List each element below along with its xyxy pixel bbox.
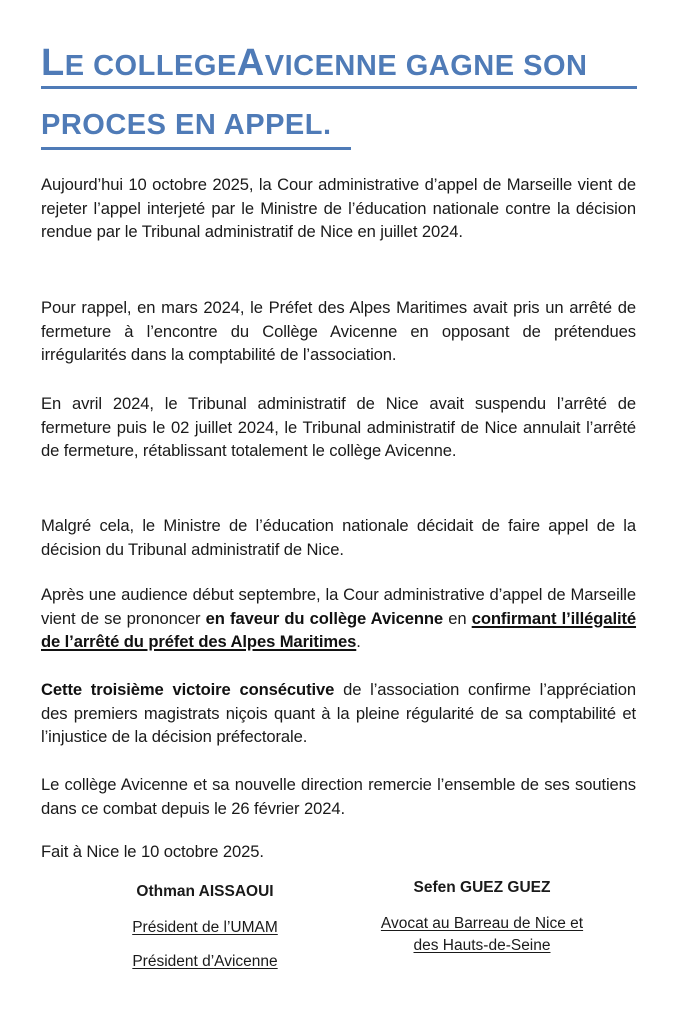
- paragraph-6: [41, 678, 636, 749]
- signatory-role: Avocat au Barreau de Nice et: [380, 915, 584, 932]
- paragraph-3: En avril 2024, le Tribunal administratif de Nice avait suspendu l’arrêté de fermeture puis le 02 juillet 2024, le Tribunal administratif de Nice annulait l’arrêté de fermeture, rétablissant totalement le collège Avicenne.: [41, 394, 636, 461]
- paragraph-5-text-a: Après une audience début septembre, la Cour administrative d’appel de Marseille vient de se prononcer: [41, 585, 636, 628]
- title-underline-2: [41, 147, 351, 150]
- paragraph-1: Aujourd’hui 10 octobre 2025, la Cour administrative d’appel de Marseille vient de rejeter l’appel interjeté par le Ministre de l’éducation nationale contre la décision rendue par le Tribunal administratif de Nice en juillet 2024.: [41, 175, 636, 242]
- paragraph-5-text-c: .: [356, 632, 361, 652]
- signature-left: [100, 881, 310, 973]
- paragraph-5: [41, 583, 636, 654]
- title-underline-1: [41, 86, 637, 89]
- signature-right: [352, 877, 612, 957]
- paragraph-6-bold: Cette troisième victoire consécutive: [41, 680, 335, 699]
- paragraph-6-text: de l’association confirme l’appréciation des premiers magistrats niçois quant à la pleine régularité de sa comptabilité et l’injustice de la décision préfectorale.: [41, 680, 636, 747]
- paragraph-5-bold: en faveur du collège Avicenne: [205, 608, 444, 628]
- title-initial-a: A: [236, 42, 265, 84]
- title-line-1: [41, 42, 587, 85]
- title-line-2-text: PROCES EN APPEL.: [41, 109, 332, 141]
- title-initial-l: L: [41, 42, 65, 84]
- paragraph-5-text-b: en: [443, 608, 472, 628]
- title-fragment-avicenne: VICENNE GAGNE SON: [264, 50, 588, 82]
- paragraph-8-place-date: Fait à Nice le 10 octobre 2025.: [41, 842, 264, 861]
- paragraph-5-bold-underlined: confirmant l’illégalité de l’arrêté du préfet des Alpes Maritimes: [41, 608, 637, 652]
- paragraph-7: Le collège Avicenne et sa nouvelle direction remercie l’ensemble de ses soutiens dans ce combat depuis le 26 février 2024.: [41, 775, 636, 818]
- paragraph-2: Pour rappel, en mars 2024, le Préfet des Alpes Maritimes avait pris un arrêté de fermeture à l’encontre du Collège Avicenne en opposant de prétendues irrégularités dans la comptabilité de l’association.: [41, 298, 636, 365]
- paragraph-4: Malgré cela, le Ministre de l’éducation nationale décidait de faire appel de la décision du Tribunal administratif de Nice.: [41, 516, 636, 559]
- signatory-role: Président de l’UMAM: [132, 919, 278, 936]
- title-line-2: [41, 109, 332, 142]
- signatory-name: Sefen GUEZ GUEZ: [413, 879, 551, 896]
- signatory-name: Othman AISSAOUI: [136, 883, 274, 900]
- signatory-role: des Hauts-de-Seine: [413, 937, 551, 954]
- signatory-role: Président d’Avicenne: [132, 953, 278, 970]
- title-fragment-college: E COLLEGE: [64, 50, 237, 82]
